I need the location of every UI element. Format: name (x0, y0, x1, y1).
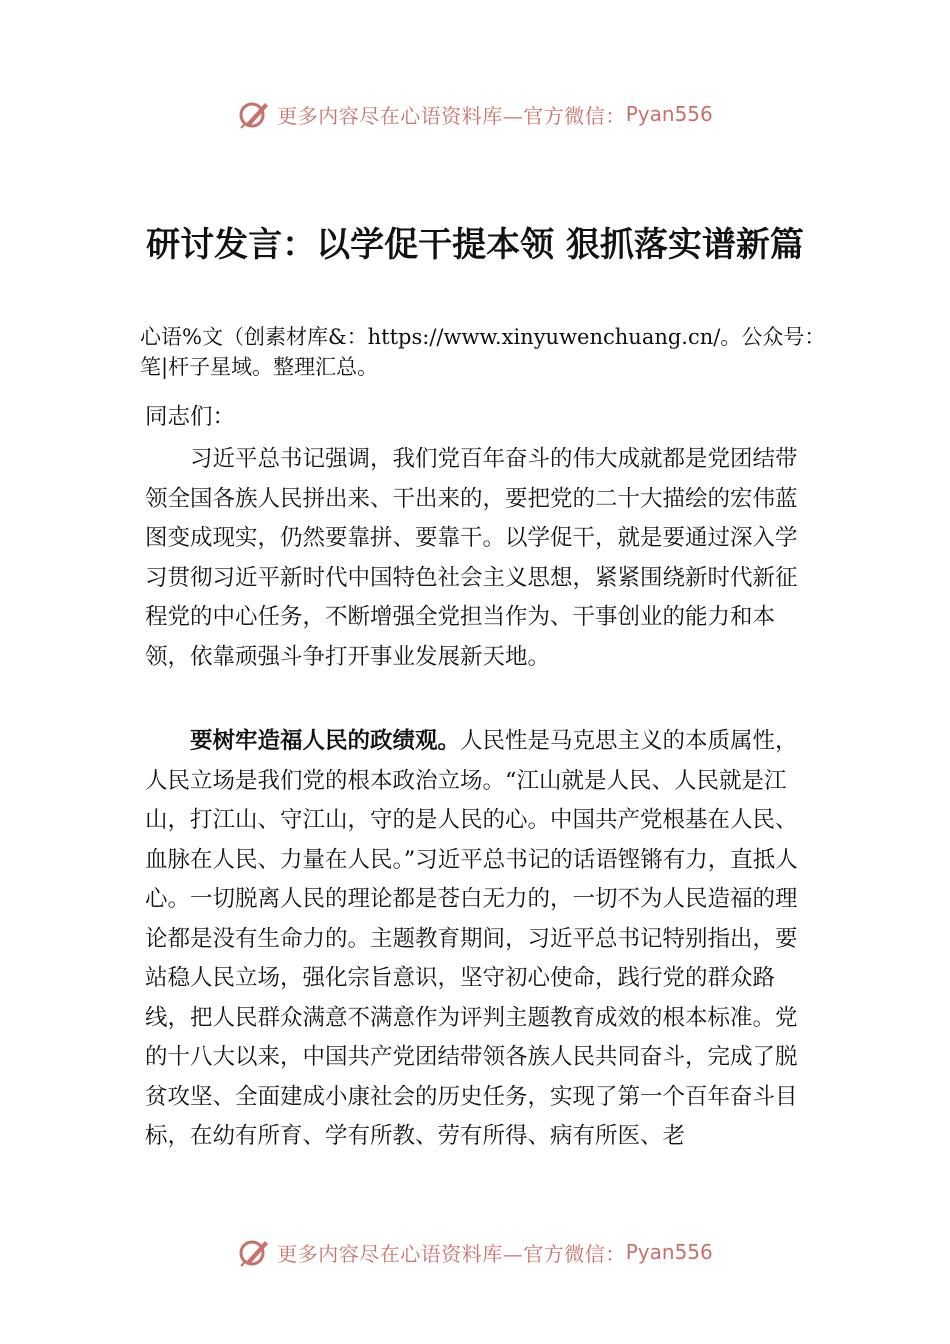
quill-pen-logo-icon (237, 97, 271, 131)
footer-banner (0, 1232, 950, 1272)
banner-contact: Pyan556 (625, 1240, 713, 1264)
banner-text: 更多内容尽在心语资料库—官方微信： (277, 103, 626, 128)
header-banner (0, 94, 950, 134)
paragraph-2-lead: 要树牢造福人民的政绩观。 (190, 728, 461, 754)
greeting: 同志们： (145, 404, 236, 430)
paragraph-1: 习近平总书记强调，我们党百年奋斗的伟大成就都是党团结带领全国各族人民拼出来、干出来的，要把党的二十大描绘的宏伟蓝图变成现实，仍然要靠拼、要靠干。以学促干，就是要通过深入学习贯彻习近平新时代中国特色社会主义思想，紧紧围绕新时代新征程党的中心任务，不断增强全党担当作为、干事创业的能力和本领，依靠顽强斗争打开事业发展新天地。 (145, 446, 798, 670)
banner-text: 更多内容尽在心语资料库—官方微信： (277, 1241, 626, 1266)
paragraph-2 (145, 722, 817, 1157)
banner-contact: Pyan556 (625, 102, 713, 126)
paragraph-2-body: 人民性是马克思主义的本质属性，人民立场是我们党的根本政治立场。“江山就是人民、人民就是江山，打江山、守江山，守的是人民的心。中国共产党根基在人民、血脉在人民、力量在人民。”习近平总书记的话语铿锵有力，直抵人心。一切脱离人民的理论都是苍白无力的，一切不为人民造福的理论都是没有生命力的。主题教育期间，习近平总书记特别指出，要站稳人民立场，强化宗旨意识，坚守初心使命，践行党的群众路线，把人民群众满意不满意作为评判主题教育成效的根本标准。党的十八大以来，中国共产党团结带领各族人民共同奋斗，完成了脱贫攻坚、全面建成小康社会的历史任务，实现了第一个百年奋斗目标，在幼有所育、学有所教、劳有所得、病有所医、老 (145, 728, 798, 1149)
quill-pen-logo-icon (237, 1235, 271, 1269)
source-line: 心语%文（创素材库&：https://www.xinyuwenchuang.cn/。公众号：笔|杆子星域。整理汇总。 (140, 325, 826, 379)
document-title: 研讨发言：以学促干提本领 狠抓落实谱新篇 (146, 225, 804, 265)
